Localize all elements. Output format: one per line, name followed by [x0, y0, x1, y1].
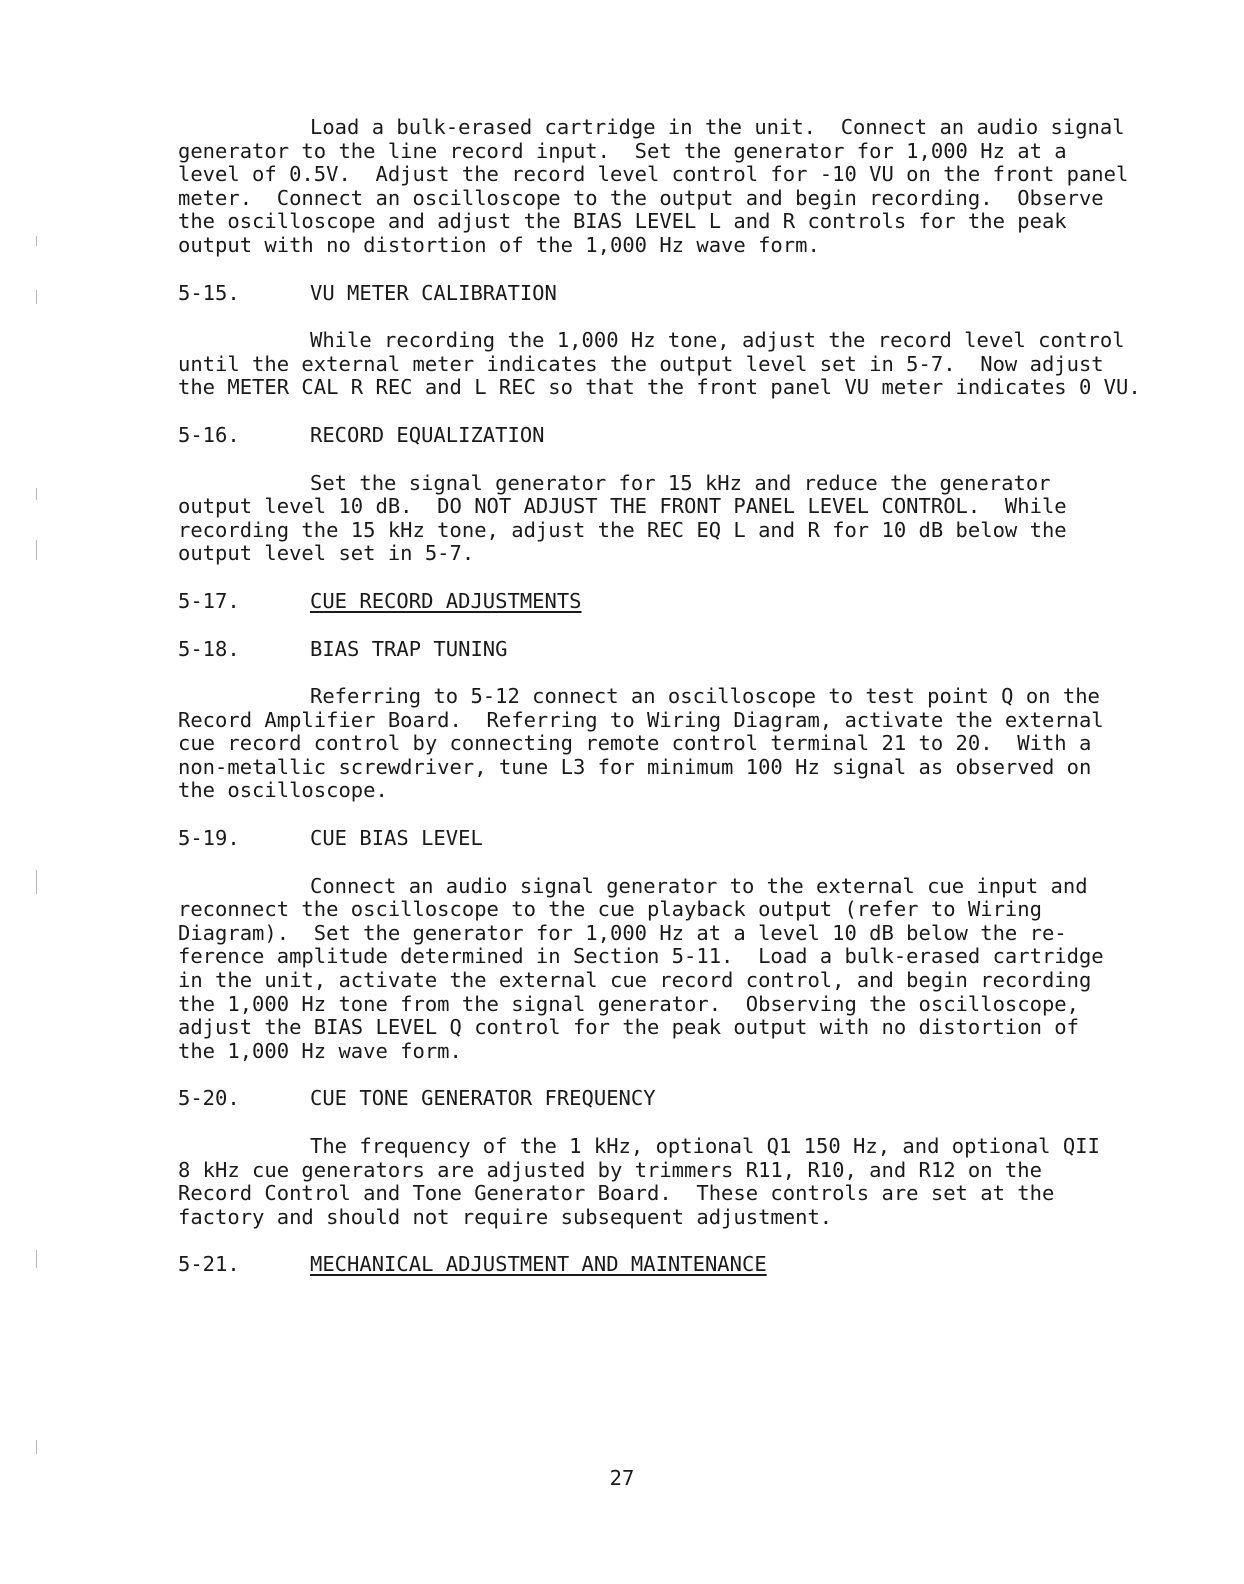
scan-speck — [36, 1440, 37, 1454]
paragraph — [178, 116, 1128, 258]
paragraph-line: the oscilloscope. — [178, 778, 388, 803]
paragraph-line: in the unit, activate the external cue record control, and begin recording — [178, 968, 1092, 993]
section-title: BIAS TRAP TUNING — [310, 636, 508, 661]
scan-speck — [36, 870, 37, 894]
paragraph-line: Load a bulk-erased cartridge in the unit. Connect an audio signal — [310, 115, 1125, 139]
section-title: MECHANICAL ADJUSTMENT AND MAINTENANCE — [310, 1252, 767, 1277]
paragraph-line: Set the signal generator for 15 kHz and reduce the generator — [310, 470, 1051, 495]
paragraph-line: Referring to 5-12 connect an oscilloscope to test point Q on the — [310, 684, 1100, 709]
paragraph — [178, 1135, 1128, 1229]
paragraph-line: Connect an audio signal generator to the external cue input and — [310, 873, 1088, 898]
section-heading — [178, 590, 1128, 614]
paragraph-line: the 1,000 Hz tone from the signal generator. Observing the oscilloscope, — [178, 991, 1079, 1016]
paragraph-line: the 1,000 Hz wave form. — [178, 1038, 462, 1063]
paragraph-line: 8 kHz cue generators are adjusted by trimmers R11, R10, and R12 on the — [178, 1157, 1042, 1182]
section-heading — [178, 827, 1128, 851]
paragraph-line: Record Amplifier Board. Referring to Wiring Diagram, activate the external — [178, 707, 1104, 732]
paragraph-line: the oscilloscope and adjust the BIAS LEVEL L and R controls for the peak — [178, 209, 1067, 234]
paragraph-line: cue record control by connecting remote control terminal 21 to 20. With a — [178, 731, 1092, 756]
paragraph — [178, 328, 1141, 400]
paragraph-line: generator to the line record input. Set the generator for 1,000 Hz at a — [178, 138, 1067, 163]
scan-speck — [36, 540, 37, 560]
section-heading — [178, 638, 1128, 662]
section-title: CUE RECORD ADJUSTMENTS — [310, 588, 582, 613]
paragraph-line: until the external meter indicates the output level set in 5-7. Now adjust — [178, 351, 1104, 376]
paragraph-line: level of 0.5V. Adjust the record level control for -10 VU on the front panel — [178, 162, 1129, 187]
paragraph-line: While recording the 1,000 Hz tone, adjust the record level control — [310, 328, 1125, 353]
paragraph-line: ference amplitude determined in Section 5-11. Load a bulk-erased cartridge — [178, 944, 1104, 969]
section-number: 5-16. — [178, 422, 240, 447]
section-heading — [178, 282, 1128, 306]
section-number: 5-20. — [178, 1086, 240, 1111]
section-number: 5-15. — [178, 280, 240, 305]
paragraph — [178, 472, 1128, 566]
section-title: CUE BIAS LEVEL — [310, 826, 483, 851]
paragraph — [178, 875, 1128, 1064]
paragraph-line: output level 10 dB. DO NOT ADJUST THE FRONT PANEL LEVEL CONTROL. While — [178, 494, 1067, 519]
paragraph-line: factory and should not require subsequent adjustment. — [178, 1204, 833, 1229]
section-title: CUE TONE GENERATOR FREQUENCY — [310, 1086, 656, 1111]
paragraph-line: The frequency of the 1 kHz, optional Q1 150 Hz, and optional QII — [310, 1134, 1100, 1158]
paragraph-line: the METER CAL R REC and L REC so that the front panel VU meter indicates 0 VU. — [178, 375, 1141, 400]
paragraph-line: Record Control and Tone Generator Board. These controls are set at the — [178, 1181, 1055, 1206]
section-number: 5-19. — [178, 826, 240, 851]
section-heading — [178, 424, 1128, 448]
paragraph-line: output level set in 5-7. — [178, 541, 475, 566]
page-number: 27 — [609, 1466, 635, 1490]
paragraph-line: recording the 15 kHz tone, adjust the REC EQ L and R for 10 dB below the — [178, 517, 1067, 542]
section-title: VU METER CALIBRATION — [310, 280, 557, 305]
scan-speck — [36, 290, 37, 304]
section-number: 5-18. — [178, 636, 240, 661]
paragraph-line: Diagram). Set the generator for 1,000 Hz at a level 10 dB below the re- — [178, 920, 1067, 945]
section-number: 5-21. — [178, 1252, 240, 1277]
scan-speck — [36, 1250, 37, 1268]
scan-speck — [36, 236, 37, 246]
section-number: 5-17. — [178, 588, 240, 613]
document-body — [178, 115, 1141, 1301]
paragraph-line: non-metallic screwdriver, tune L3 for minimum 100 Hz signal as observed on — [178, 754, 1092, 779]
paragraph-line: reconnect the oscilloscope to the cue playback output (refer to Wiring — [178, 897, 1042, 922]
paragraph-line: adjust the BIAS LEVEL Q control for the peak output with no distortion of — [178, 1015, 1079, 1040]
paragraph — [178, 685, 1128, 803]
section-heading — [178, 1087, 1128, 1111]
section-title: RECORD EQUALIZATION — [310, 422, 545, 447]
section-heading — [178, 1253, 1128, 1277]
paragraph-line: meter. Connect an oscilloscope to the output and begin recording. Observe — [178, 185, 1104, 210]
scan-speck — [36, 488, 37, 500]
paragraph-line: output with no distortion of the 1,000 Hz wave form. — [178, 232, 820, 257]
